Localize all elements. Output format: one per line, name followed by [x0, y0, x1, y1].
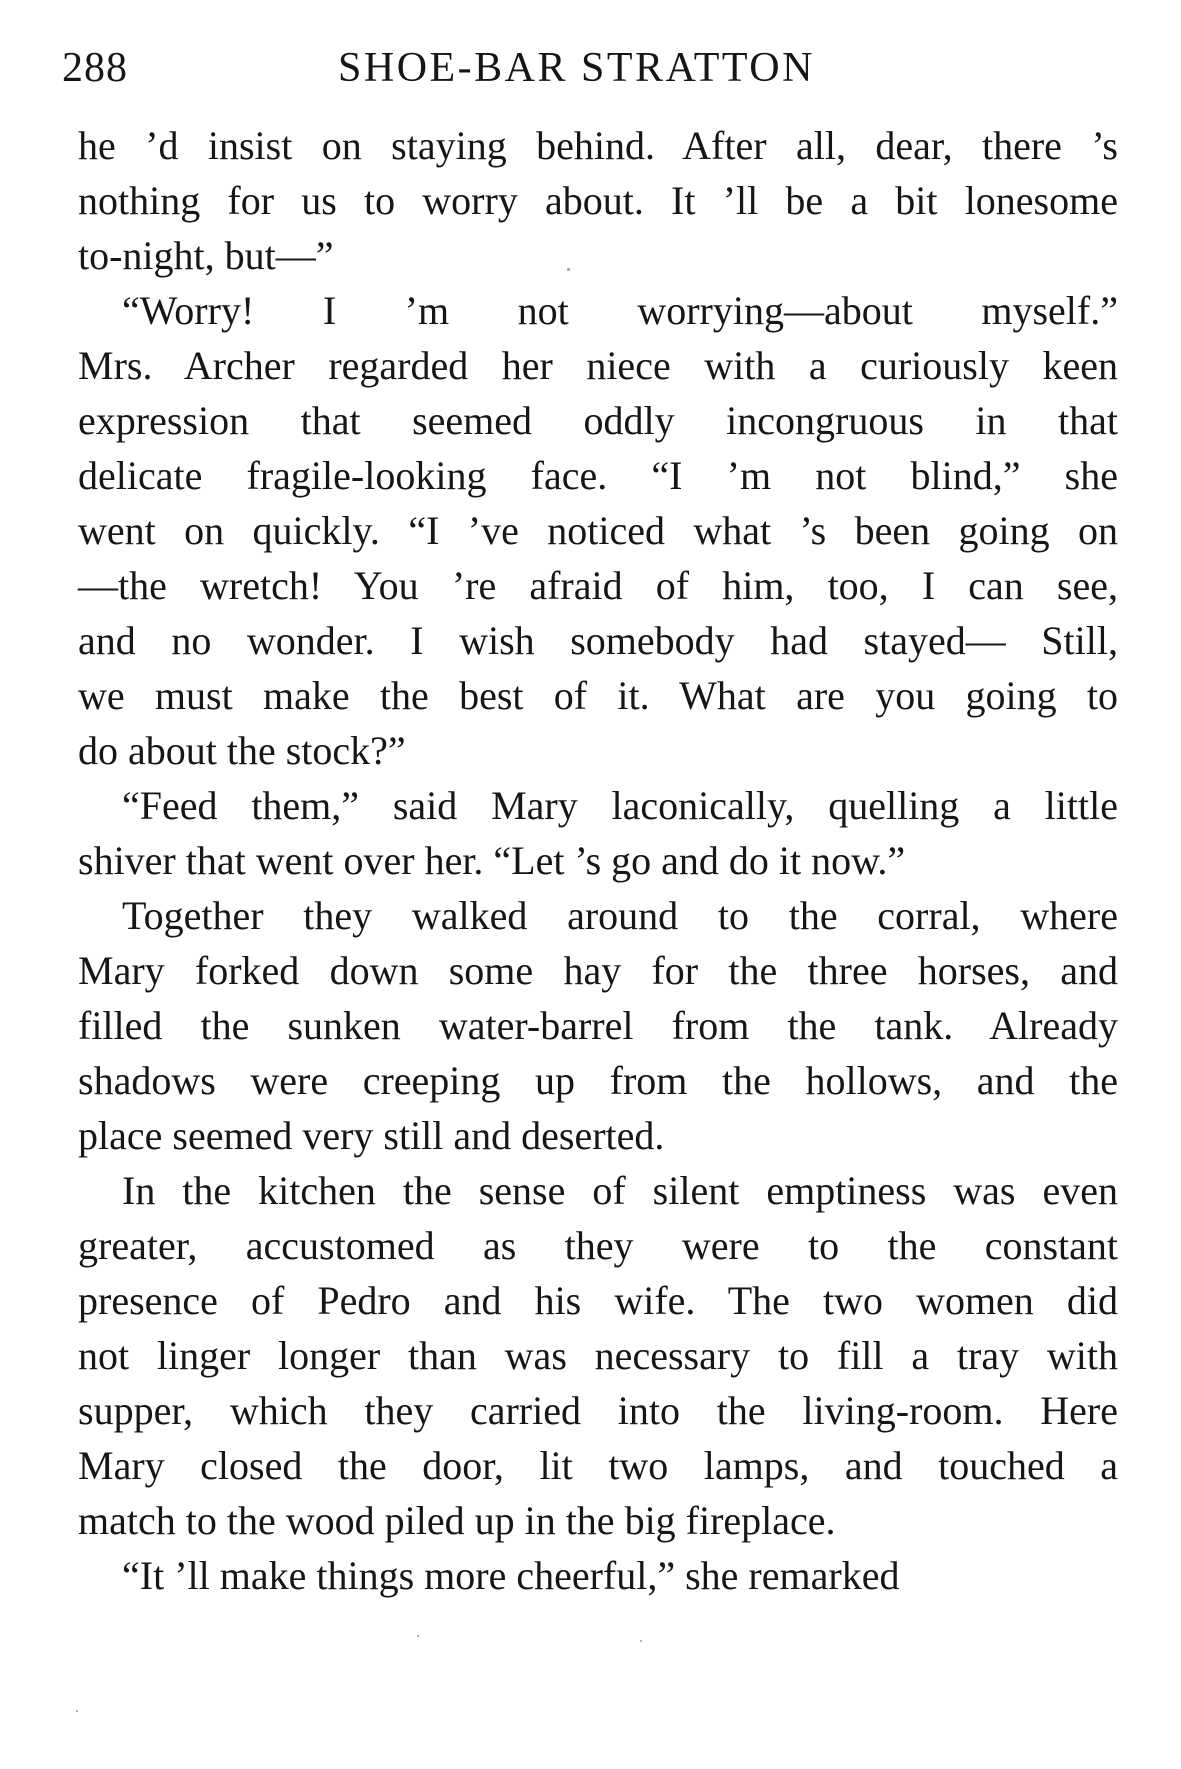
text-line: “Feed them,” said Mary laconically, quelling a little — [122, 783, 1118, 828]
print-speck — [640, 1640, 642, 1642]
text-line: went on quickly. “I ’ve noticed what ’s been going on — [78, 508, 1118, 553]
print-speck — [76, 1710, 78, 1712]
text-line: greater, accustomed as they were to the constant — [78, 1223, 1118, 1268]
text-line: shiver that went over her. “Let ’s go and do it now.” — [78, 838, 906, 883]
print-speck — [567, 268, 570, 271]
text-line: not linger longer than was necessary to fill a tray with — [78, 1333, 1118, 1378]
text-line: nothing for us to worry about. It ’ll be a bit lonesome — [78, 178, 1118, 223]
text-line: In the kitchen the sense of silent emptiness was even — [122, 1168, 1118, 1213]
text-line: he ’d insist on staying behind. After all, dear, there ’s — [78, 123, 1118, 168]
text-line: Mrs. Archer regarded her niece with a curiously keen — [78, 343, 1118, 388]
body-text — [78, 118, 1118, 1603]
running-title: SHOE-BAR STRATTON — [338, 45, 815, 91]
text-line: Together they walked around to the corral, where — [122, 893, 1118, 938]
text-line: do about the stock?” — [78, 728, 406, 773]
text-line: supper, which they carried into the living-room. Here — [78, 1388, 1118, 1433]
page-number: 288 — [62, 45, 128, 91]
text-line: to-night, but—” — [78, 233, 334, 278]
text-line: match to the wood piled up in the big fireplace. — [78, 1498, 836, 1543]
text-line: presence of Pedro and his wife. The two women did — [78, 1278, 1118, 1323]
text-line: expression that seemed oddly incongruous in that — [78, 398, 1118, 443]
text-line: we must make the best of it. What are you going to — [78, 673, 1118, 718]
text-line: Mary forked down some hay for the three horses, and — [78, 948, 1118, 993]
text-line: delicate fragile-looking face. “I ’m not blind,” she — [78, 453, 1118, 498]
text-line: shadows were creeping up from the hollows, and the — [78, 1058, 1118, 1103]
text-line: and no wonder. I wish somebody had stayed— Still, — [78, 618, 1118, 663]
text-line: place seemed very still and deserted. — [78, 1113, 665, 1158]
text-line: “It ’ll make things more cheerful,” she remarked — [122, 1553, 900, 1598]
text-line: “Worry! I ’m not worrying—about myself.” — [122, 288, 1118, 333]
text-line: filled the sunken water-barrel from the tank. Already — [78, 1003, 1118, 1048]
text-line: Mary closed the door, lit two lamps, and touched a — [78, 1443, 1118, 1488]
page-header — [60, 44, 1120, 104]
text-line: —the wretch! You ’re afraid of him, too, I can see, — [78, 563, 1118, 608]
print-speck — [417, 1635, 419, 1637]
